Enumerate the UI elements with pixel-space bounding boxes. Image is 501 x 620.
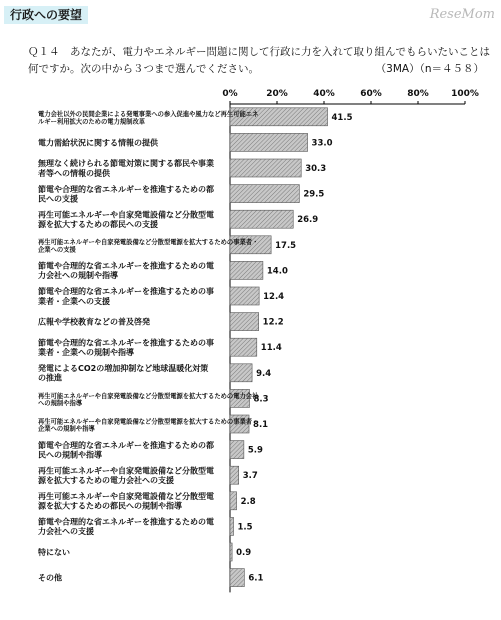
value-label: 29.5	[303, 189, 325, 200]
bar	[230, 543, 232, 561]
category-label: 特にない	[38, 548, 70, 557]
bar	[230, 159, 301, 177]
category-label: 節電や合理的な省エネルギーを推進するための都民への支援	[38, 184, 214, 204]
category-label: 電力会社以外の民間企業による発電事業への参入促進や風力など再生可能エネルギー利用拡大のための電力規制改革	[38, 111, 259, 126]
x-tick-label: 60%	[360, 89, 382, 99]
x-tick-label: 20%	[266, 89, 288, 99]
category-label: 節電や合理的な省エネルギーを推進するための電力会社への規制や指導	[38, 261, 214, 281]
category-label: 再生可能エネルギーや自家発電設備など分散型電源を拡大するための都民への支援	[38, 210, 214, 229]
bar	[230, 338, 257, 356]
question-text: Ｑ１４ あなたが、電力やエネルギー問題に関して行政に力を入れて取り組んでもらいたいことは何ですか。次の中から３つまで選んでください。	[28, 46, 490, 75]
bar	[230, 261, 263, 279]
category-label: 広報や学校教育などの普及啓発	[38, 317, 150, 327]
category-label: 節電や合理的な省エネルギーを推進するための事業者・企業への支援	[38, 287, 214, 306]
value-label: 17.5	[275, 240, 297, 251]
category-label: 節電や合理的な省エネルギーを推進するための事業者・企業への規制や指導	[38, 338, 214, 357]
bar	[230, 466, 239, 484]
value-label: 33.0	[311, 138, 333, 149]
value-label: 8.1	[253, 420, 269, 430]
question-meta: （3MA）（n＝４５８）	[375, 63, 484, 75]
bar	[230, 313, 259, 331]
category-label: 再生可能エネルギーや自家発電設備など分散型電源を拡大するための電力会社への支援	[38, 466, 214, 485]
value-label: 2.8	[240, 496, 256, 507]
x-tick-label: 100%	[451, 89, 479, 99]
value-label: 12.2	[262, 317, 284, 328]
value-label: 41.5	[331, 112, 353, 123]
bar	[230, 364, 252, 382]
x-tick-label: 40%	[313, 89, 335, 99]
value-label: 5.9	[247, 445, 263, 456]
bar	[230, 287, 259, 305]
resemom-logo: ReseMom	[429, 7, 495, 22]
bar	[230, 441, 244, 459]
value-label: 9.4	[256, 368, 272, 379]
bar	[230, 492, 237, 510]
category-label: 発電によるCO2の増加抑制など地球温暖化対策の推進	[38, 364, 209, 383]
value-label: 14.0	[266, 266, 288, 277]
value-label: 12.4	[263, 292, 285, 302]
value-label: 8.3	[253, 394, 269, 405]
category-label: 再生可能エネルギーや自家発電設備など分散型電源を拡大するための事業者・企業への規制や指導	[38, 418, 259, 433]
category-label: 再生可能エネルギーや自家発電設備など分散型電源を拡大するための電力会社への規制や指導	[38, 392, 259, 407]
value-label: 30.3	[305, 164, 327, 174]
value-label: 3.7	[242, 471, 258, 482]
x-tick-label: 0%	[222, 89, 238, 99]
category-label: その他	[38, 573, 62, 583]
category-label: 節電や合理的な省エネルギーを推進するための都民への規制や指導	[38, 440, 214, 460]
value-label: 0.9	[236, 548, 252, 558]
value-label: 1.5	[237, 522, 253, 533]
section-label: 行政への要望	[4, 6, 88, 24]
bar	[230, 517, 234, 535]
category-label: 再生可能エネルギーや自家発電設備など分散型電源を拡大するための都民への規制や指導	[38, 492, 214, 511]
bar	[230, 133, 308, 151]
category-label: 電力需給状況に関する情報の提供	[38, 138, 158, 148]
category-label: 無理なく続けられる節電対策に関する都民や事業者等への情報の提供	[38, 159, 214, 178]
category-label: 節電や合理的な省エネルギーを推進するための電力会社への支援	[38, 517, 214, 537]
x-tick-label: 80%	[407, 89, 429, 99]
value-label: 11.4	[260, 343, 282, 354]
bar	[230, 210, 293, 228]
bar	[230, 569, 244, 587]
value-label: 6.1	[248, 573, 264, 584]
bar	[230, 185, 299, 203]
category-label: 再生可能エネルギーや自家発電設備など分散型電源を拡大するための事業者・企業への支援	[38, 239, 259, 254]
value-label: 26.9	[297, 215, 319, 226]
